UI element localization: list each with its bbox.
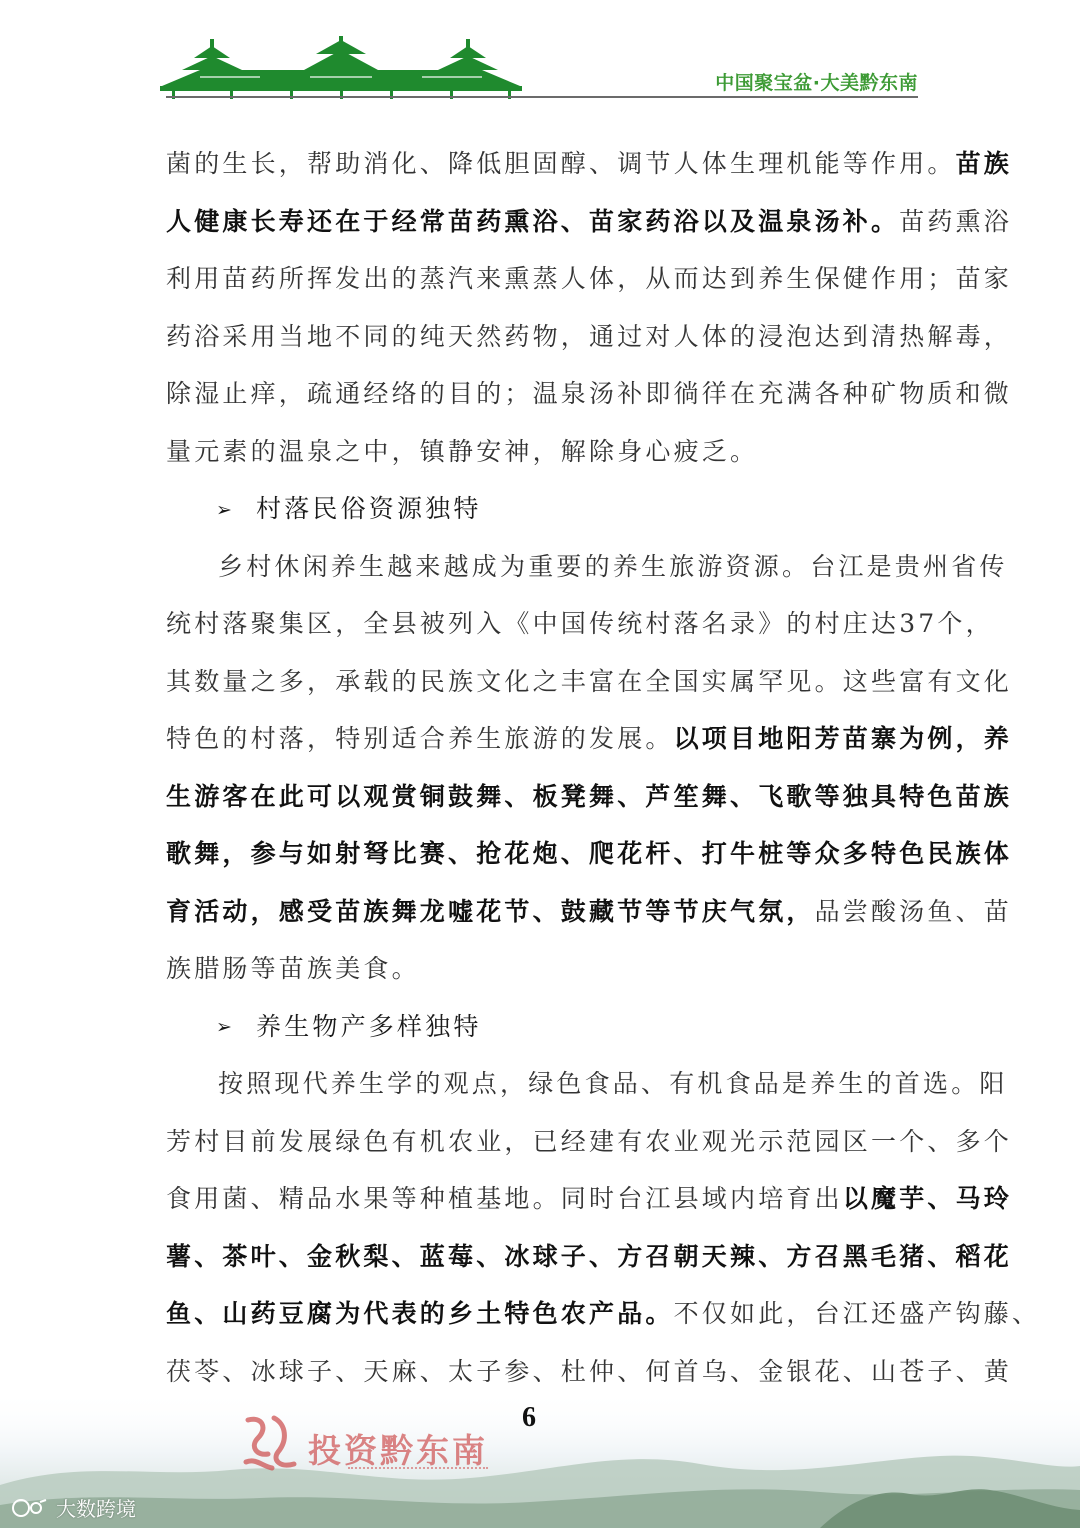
body-text: 利用苗药所挥发出的蒸汽来熏蒸人体，从而达到养生保健作用；苗家	[166, 264, 1013, 293]
investment-logo-icon	[238, 1410, 304, 1474]
body-text: 茯苓、冰球子、天麻、太子参、杜仲、何首乌、金银花、山苍子、黄	[166, 1356, 1013, 1386]
paragraph-line	[166, 423, 918, 481]
paragraph-line	[166, 825, 1013, 883]
section-heading	[166, 480, 918, 538]
body-text: 族腊肠等苗族美食。	[166, 954, 420, 983]
emphasis-text: 育活动，感受苗族舞龙嘘花节、鼓藏节等节庆气氛，	[166, 896, 815, 926]
emphasis-text: 生游客在此可以观赏铜鼓舞、板凳舞、芦笙舞、飞歌等独具特色苗族	[166, 781, 1013, 811]
paragraph-line	[166, 768, 1013, 826]
body-text: 品尝酸汤鱼、苗	[814, 896, 1013, 926]
body-text: 其数量之多，承载的民族文化之丰富在全国实属罕见。这些富有文化	[166, 666, 1013, 696]
watermark-icon	[10, 1497, 50, 1519]
emphasis-text: 歌舞，参与如射弩比赛、抢花炮、爬花杆、打牛桩等众多特色民族体	[166, 839, 1013, 868]
body-text: 特色的村落，特别适合养生旅游的发展。	[166, 724, 674, 753]
emphasis-text: 薯、茶叶、金秋梨、蓝莓、冰球子、方召朝天辣、方召黑毛猪、稻花	[166, 1241, 1013, 1271]
body-text: 统村落聚集区，全县被列入《中国传统村落名录》的村庄达37个，	[166, 609, 994, 638]
emphasis-text: 苗族	[955, 149, 1013, 178]
emphasis-text: 以项目地阳芳苗寨为例，养	[673, 724, 1013, 753]
body-text: 按照现代养生学的观点，绿色食品、有机食品是养生的首选。阳	[218, 1069, 1008, 1098]
paragraph-line	[166, 1113, 1013, 1171]
body-text: 芳村目前发展绿色有机农业，已经建有农业观光示范园区一个、多个	[166, 1126, 1013, 1156]
body-text: 量元素的温泉之中，镇静安神，解除身心疲乏。	[166, 436, 759, 466]
paragraph-line	[166, 653, 1013, 711]
paragraph-line	[166, 365, 1013, 423]
arrow-bullet-icon: ➢	[216, 1016, 236, 1039]
body-text: 药浴采用当地不同的纯天然药物，通过对人体的浸泡达到清热解毒，	[166, 321, 1013, 351]
footer-logo-text: 投资黔东南	[308, 1431, 488, 1470]
emphasis-text: 人健康长寿还在于经常苗药熏浴、苗家药浴以及温泉汤补。	[166, 206, 900, 236]
paragraph-line	[166, 710, 1013, 768]
footer-logo-subline	[348, 1467, 488, 1472]
body-text: 乡村休闲养生越来越成为重要的养生旅游资源。台江是贵州省传	[218, 551, 1008, 581]
paragraph-line	[166, 135, 1013, 193]
header-slogan: 中国聚宝盆·大美黔东南	[715, 72, 918, 94]
paragraph-line	[166, 1228, 1013, 1286]
body-text: 苗药熏浴	[899, 206, 1013, 236]
body-text: 养生物产多样独特	[256, 1011, 482, 1041]
watermark	[10, 1493, 136, 1522]
page-header	[0, 0, 1080, 110]
header-divider	[166, 96, 918, 98]
paragraph-line	[166, 883, 1013, 941]
paragraph-line	[166, 1055, 1008, 1113]
emphasis-text: 以魔芋、马玲	[842, 1184, 1013, 1213]
paragraph-line	[166, 193, 1013, 251]
emphasis-text: 鱼、山药豆腐为代表的乡土特色农产品。	[166, 1299, 674, 1328]
watermark-text: 大数跨境	[56, 1497, 136, 1521]
body-text: 菌的生长，帮助消化、降低胆固醇、调节人体生理机能等作用。	[166, 149, 956, 178]
paragraph-line	[166, 538, 1008, 596]
arrow-bullet-icon: ➢	[216, 498, 236, 521]
body-text: 村落民俗资源独特	[256, 494, 482, 523]
paragraph-line	[166, 308, 1013, 366]
body-text: 不仅如此，台江还盛产钩藤、	[673, 1299, 1041, 1328]
page-number: 6	[522, 1402, 536, 1433]
paragraph-line	[166, 1170, 1013, 1228]
document-body	[166, 135, 1041, 1400]
pagoda-bridge-icon	[160, 36, 522, 100]
paragraph-line	[166, 595, 994, 653]
paragraph-line	[166, 250, 1013, 308]
paragraph-line	[166, 1285, 1041, 1343]
body-text: 食用菌、精品水果等种植基地。同时台江县域内培育出	[166, 1184, 843, 1213]
section-heading	[166, 998, 918, 1056]
paragraph-line	[166, 940, 918, 998]
body-text: 除湿止痒，疏通经络的目的；温泉汤补即徜徉在充满各种矿物质和微	[166, 379, 1013, 408]
